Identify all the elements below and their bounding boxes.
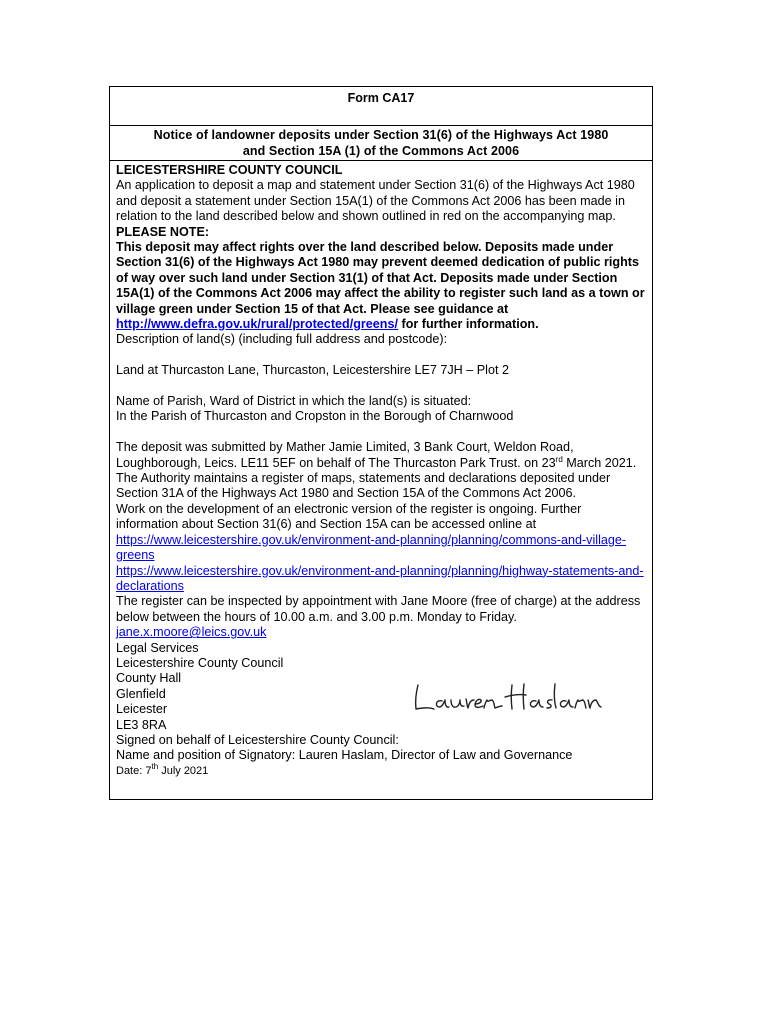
signature-date-prefix: Date: 7 (116, 764, 152, 777)
signature-date-sup: th (151, 761, 159, 771)
address-line-1: Legal Services (116, 640, 199, 655)
land-description: Land at Thurcaston Lane, Thurcaston, Leicestershire LE7 7JH – Plot 2 (116, 363, 509, 378)
signature-date (116, 761, 646, 779)
deposit-text-before: The deposit was submitted by Mather Jamie Limited, 3 Bank Court, Weldon Road, Loughborough, Leics. LE11 5EF on behalf of The Thurcaston Park Trust. on 23 (116, 440, 574, 470)
address-line-2: Leicestershire County Council (116, 655, 284, 670)
register-electronic-text: Work on the development of an electronic version of the register is ongoing. Further information about Section 31(6) and Section 15A can be accessed online at (116, 501, 582, 532)
signature-row (116, 687, 646, 702)
application-text: An application to deposit a map and statement under Section 31(6) of the Highways Act 1980 and deposit a statement under Section 15A(1) of the Commons Act 2006 has been made in relation to the land described below and shown outlined in red on the accompanying map. (116, 178, 635, 224)
please-note-text: This deposit may affect rights over the land described below. Deposits made under Section 31(6) of the Highways Act 1980 may prevent deemed dedication of public rights of way over such land under Section 31(1) of that Act. Deposits made under Section 15A(1) of the Commons Act 2006 may affect the ability to register such land as a town or village green under Section 15 of that Act. Please see guidance at (116, 240, 645, 316)
land-description-label: Description of land(s) (including full address and postcode): (116, 332, 448, 347)
please-note-suffix: for further information. (398, 317, 539, 332)
signatory-text: Name and position of Signatory: Lauren Haslam, Director of Law and Governance (116, 748, 573, 763)
commons-village-greens-link[interactable]: https://www.leicestershire.gov.uk/environment-and-planning/planning/commons-and-village-greens (116, 532, 627, 563)
form-box (109, 86, 653, 800)
please-note-heading: PLEASE NOTE: (116, 224, 210, 239)
register-maintains-text: The Authority maintains a register of maps, statements and declarations deposited under Section 31A of the Highways Act 1980 and Section 15A of the Commons Act 2006. (116, 471, 611, 501)
parish-name: In the Parish of Thurcaston and Cropston in the Borough of Charnwood (116, 409, 514, 424)
notice-heading-line2: and Section 15A (1) of the Commons Act 2006 (242, 143, 520, 158)
council-name: LEICESTERSHIRE COUNTY COUNCIL (116, 163, 343, 177)
defra-guidance-link[interactable]: http://www.defra.gov.uk/rural/protected/greens/ (116, 317, 398, 332)
address-line-6: LE3 8RA (116, 717, 167, 732)
address-line-3: County Hall (116, 671, 182, 686)
please-note-paragraph (116, 240, 646, 332)
notice-heading (110, 126, 652, 161)
email-link[interactable]: jane.x.moore@leics.gov.uk (116, 625, 267, 640)
signed-on-behalf-text: Signed on behalf of Leicestershire County Council: (116, 732, 399, 747)
handwritten-signature (412, 679, 608, 719)
deposit-text (116, 440, 646, 471)
notice-heading-line1: Notice of landowner deposits under Section 31(6) of the Highways Act 1980 (153, 128, 609, 142)
register-inspect-text: The register can be inspected by appointment with Jane Moore (free of charge) at the address below between the hours of 10.00 a.m. and 3.00 p.m. Monday to Friday. (116, 594, 641, 624)
parish-label: Name of Parish, Ward of District in which the land(s) is situated: (116, 394, 472, 409)
deposit-text-after: March 2021. (562, 455, 637, 470)
address-line-4: Glenfield (116, 686, 166, 701)
form-title: Form CA17 (110, 87, 652, 126)
address-line-5: Leicester (116, 702, 168, 717)
highway-statements-link[interactable]: https://www.leicestershire.gov.uk/environment-and-planning/planning/highway-statements-and-declarations (116, 563, 644, 593)
signature-date-suffix: July 2021 (158, 764, 209, 777)
notice-body (110, 161, 652, 799)
deposit-date-suffix: rd (555, 454, 563, 464)
